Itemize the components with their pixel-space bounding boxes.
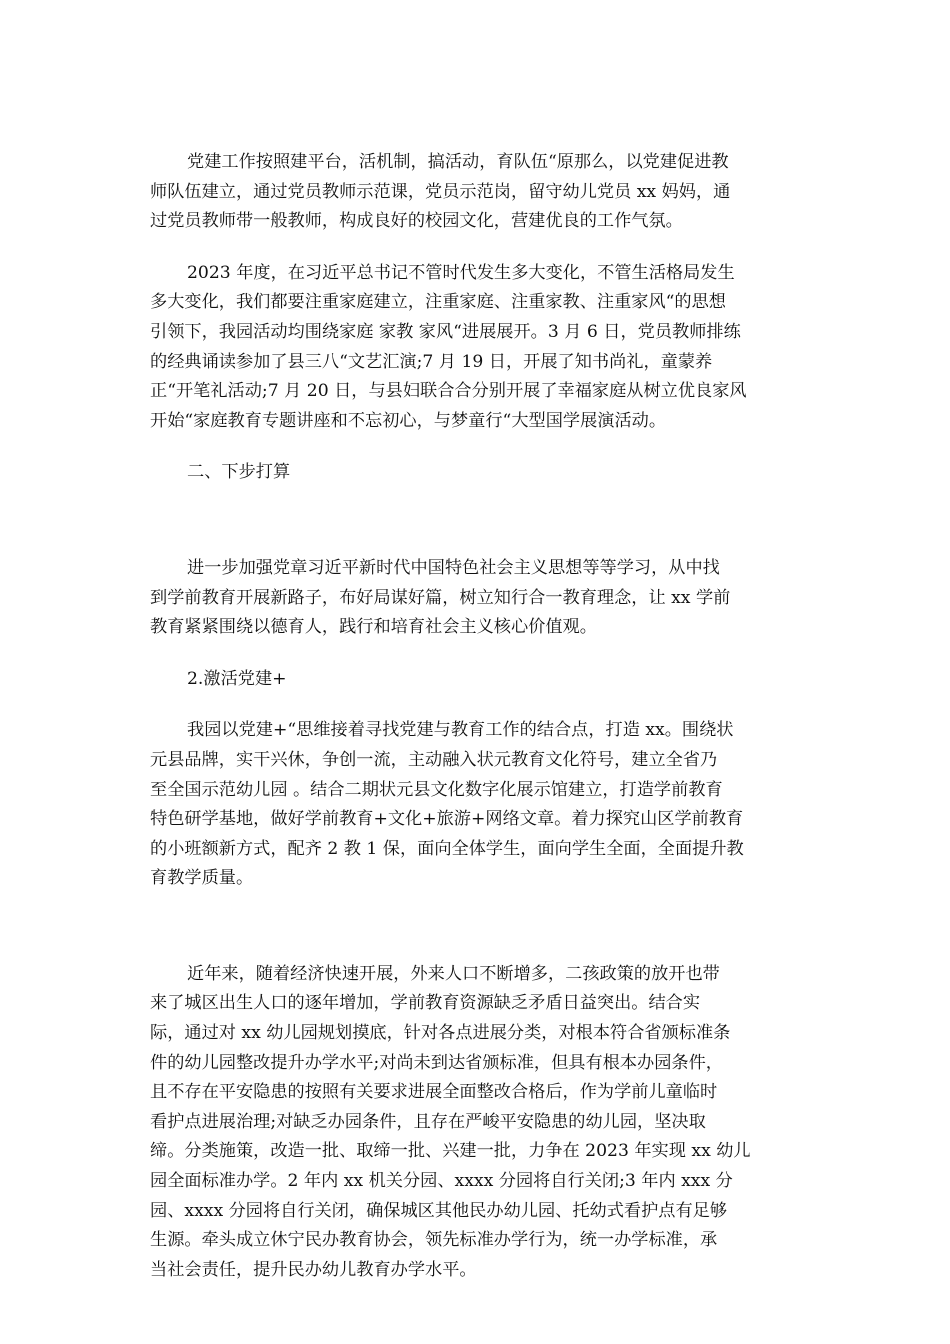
text-line: 的小班额新方式，配齐 2 教 1 保，面向全体学生，面向学生全面，全面提升教 bbox=[150, 838, 744, 859]
text-line: 元县品牌，实干兴休，争创一流，主动融入状元教育文化符号，建立全省乃 bbox=[150, 749, 718, 770]
paragraph-preschool-resources bbox=[150, 960, 800, 1286]
text-line: 党建工作按照建平台，活机制，搞活动，育队伍“原那么，以党建促进教 bbox=[187, 152, 729, 172]
text-line: 教育紧紧围绕以德育人，践行和培育社会主义核心价值观。 bbox=[150, 617, 597, 638]
text-line: 到学前教育开展新路子，布好局谋好篇，树立知行合一教育理念，让 xx 学前 bbox=[150, 587, 731, 608]
text-line: 至全国示范幼儿园 。结合二期状元县文化数字化展示馆建立，打造学前教育 bbox=[150, 779, 723, 800]
section-heading-activate-party-building: 2.激活党建+ bbox=[187, 668, 287, 689]
paragraph-party-building bbox=[150, 148, 800, 237]
text-line: 园全面标准办学。2 年内 xx 机关分园、xxxx 分园将自行关闭;3 年内 xxx 分 bbox=[150, 1171, 733, 1192]
text-line: 进一步加强党章习近平新时代中国特色社会主义思想等等学习，从中找 bbox=[187, 557, 720, 578]
text-line: 正“开笔礼活动;7 月 20 日，与县妇联合合分别开展了幸福家庭从树立优良家风 bbox=[150, 381, 747, 402]
text-line: 育教学质量。 bbox=[150, 868, 254, 889]
text-line: 引领下，我园活动均围绕家庭 家教 家风“进展展开。3 月 6 日，党员教师排练 bbox=[150, 321, 741, 342]
text-line: 当社会责任，提升民办幼儿教育办学水平。 bbox=[150, 1259, 477, 1280]
text-line: 特色研学基地，做好学前教育+文化+旅游+网络文章。着力探究山区学前教育 bbox=[150, 809, 744, 830]
text-line: 近年来，随着经济快速开展，外来人口不断增多，二孩政策的放开也带 bbox=[187, 963, 720, 984]
text-line: 多大变化，我们都要注重家庭建立，注重家庭、注重家教、注重家风“的思想 bbox=[150, 292, 726, 313]
text-line: 园、xxxx 分园将自行关闭，确保城区其他民办幼儿园、托幼式看护点有足够 bbox=[150, 1200, 728, 1221]
paragraph-party-building-plus bbox=[150, 716, 800, 894]
text-line: 开始“家庭教育专题讲座和不忘初心，与梦童行“大型国学展演活动。 bbox=[150, 410, 667, 431]
section-heading-next-steps: 二、下步打算 bbox=[187, 462, 291, 483]
text-line: 我园以党建+“思维接着寻找党建与教育工作的结合点，打造 xx。围绕状 bbox=[187, 720, 734, 741]
text-line: 且不存在平安隐患的按照有关要求进展全面整改合格后，作为学前儿童临时 bbox=[150, 1082, 718, 1103]
text-line: 际，通过对 xx 幼儿园规划摸底，针对各点进展分类，对根本符合省颁标准条 bbox=[150, 1023, 731, 1044]
text-line: 生源。牵头成立休宁民办教育协会，领先标准办学行为，统一办学标准，承 bbox=[150, 1230, 718, 1251]
paragraph-study-plan bbox=[150, 554, 800, 643]
text-line: 件的幼儿园整改提升办学水平;对尚未到达省颁标准，但具有根本办园条件， bbox=[150, 1052, 723, 1073]
text-line: 的经典诵读参加了县三八“文艺汇演;7 月 19 日，开展了知书尚礼，童蒙养 bbox=[150, 351, 713, 372]
text-line: 看护点进展治理;对缺乏办园条件，且存在严峻平安隐患的幼儿园，坚决取 bbox=[150, 1111, 706, 1132]
document-page bbox=[150, 148, 800, 1285]
text-line: 2023 年度，在习近平总书记不管时代发生多大变化，不管生活格局发生 bbox=[187, 262, 735, 283]
text-line: 缔。分类施策，改造一批、取缔一批、兴建一批，力争在 2023 年实现 xx 幼儿 bbox=[150, 1141, 751, 1162]
text-line: 过党员教师带一般教师，构成良好的校园文化，营建优良的工作气氛。 bbox=[150, 211, 683, 232]
paragraph-2023-activities bbox=[150, 259, 800, 437]
text-line: 来了城区出生人口的逐年增加，学前教育资源缺乏矛盾日益突出。结合实 bbox=[150, 993, 701, 1014]
text-line: 师队伍建立，通过党员教师示范课，党员示范岗，留守幼儿党员 xx 妈妈，通 bbox=[150, 181, 731, 202]
